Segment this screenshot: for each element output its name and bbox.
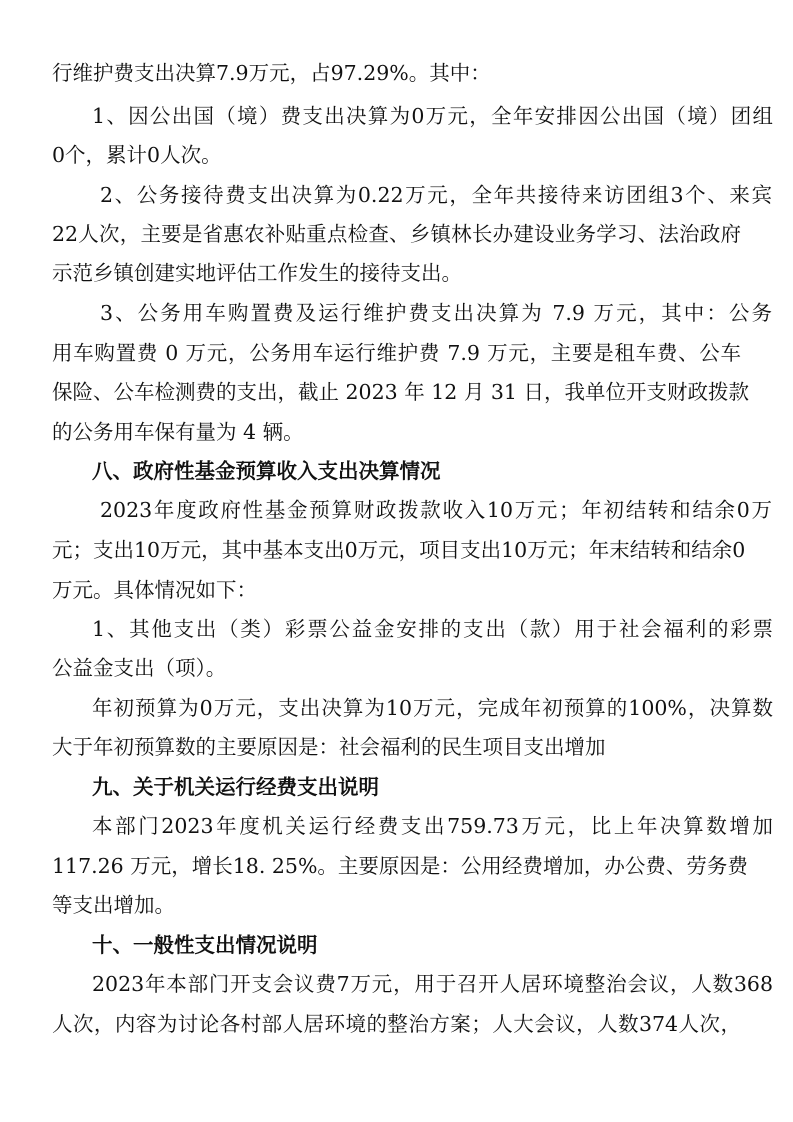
paragraph-line: 大于年初预算数的主要原因是：社会福利的民生项目支出增加 [52, 735, 606, 759]
paragraph-line: 0个，累计0人次。 [52, 143, 222, 167]
paragraph-line: 万元。具体情况如下： [52, 578, 257, 602]
paragraph-line: 元；支出10万元，其中基本支出0万元，项目支出10万元；年末结转和结余0 [52, 538, 746, 562]
paragraph-line: 本部门2023年度机关运行经费支出759.73万元，比上年决算数增加 [92, 814, 773, 838]
paragraph-line: 2023年本部门开支会议费7万元，用于召开人居环境整治会议，人数368 [92, 972, 773, 996]
paragraph-line: 2023年度政府性基金预算财政拨款收入10万元；年初结转和结余0万 [100, 498, 772, 522]
paragraph-line: 1、因公出国（境）费支出决算为0万元，全年安排因公出国（境）团组 [92, 104, 773, 128]
section-heading: 九、关于机关运行经费支出说明 [92, 775, 379, 799]
paragraph-line: 示范乡镇创建实地评估工作发生的接待支出。 [52, 261, 462, 285]
section-heading: 十、一般性支出情况说明 [92, 933, 318, 957]
paragraph-line: 保险、公车检测费的支出，截止 2023 年 12 月 31 日，我单位开支财政拨款 [52, 380, 749, 404]
paragraph-line: 22人次，主要是省惠农补贴重点检查、乡镇林长办建设业务学习、法治政府 [52, 222, 741, 246]
paragraph-line: 的公务用车保有量为 4 辆。 [52, 420, 304, 444]
paragraph-line: 行维护费支出决算7.9万元，占97.29%。其中： [52, 61, 491, 85]
paragraph-line: 1、其他支出（类）彩票公益金安排的支出（款）用于社会福利的彩票 [92, 617, 773, 641]
paragraph-line: 人次，内容为讨论各村部人居环境的整治方案；人大会议，人数374人次， [52, 1012, 741, 1036]
paragraph-line: 年初预算为0万元，支出决算为10万元，完成年初预算的100%，决算数 [92, 696, 773, 720]
section-heading: 八、政府性基金预算收入支出决算情况 [92, 459, 441, 483]
paragraph-line: 3、公务用车购置费及运行维护费支出决算为 7.9 万元，其中：公务 [100, 301, 772, 325]
paragraph-line: 等支出增加。 [52, 893, 175, 917]
paragraph-line: 公益金支出（项）。 [52, 656, 227, 680]
paragraph-line: 用车购置费 0 万元，公务用车运行维护费 7.9 万元，主要是租车费、公车 [52, 341, 741, 365]
paragraph-line: 117.26 万元，增长18. 25%。主要原因是：公用经费增加，办公费、劳务费 [52, 854, 748, 878]
paragraph-line: 2、公务接待费支出决算为0.22万元，全年共接待来访团组3个、来宾 [100, 183, 772, 207]
